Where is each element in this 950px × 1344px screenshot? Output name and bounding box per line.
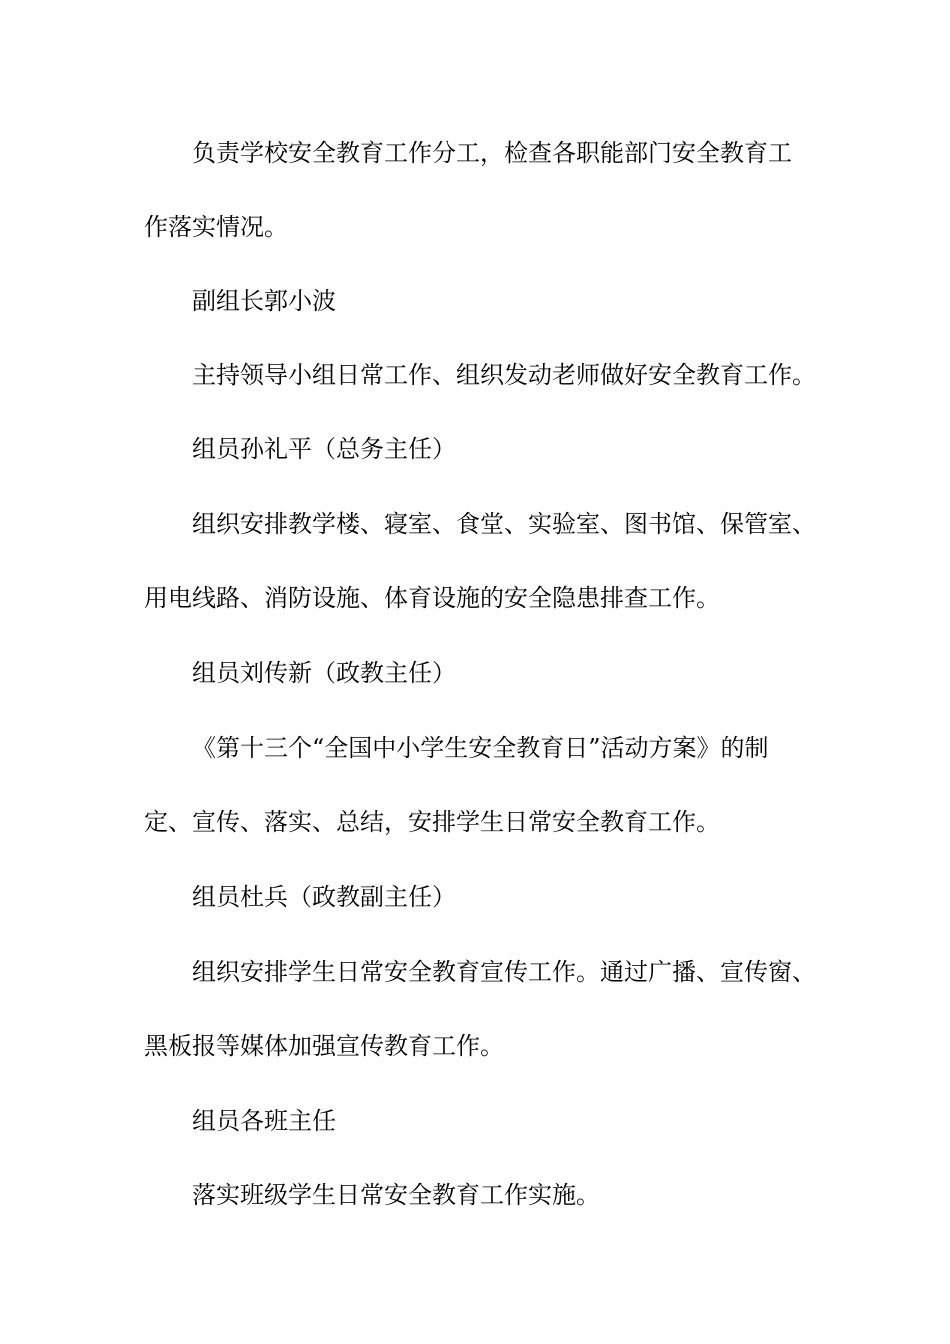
text-line: 作落实情况。 — [144, 213, 288, 241]
text-line: 组织安排学生日常安全教育宣传工作。通过广播、宣传窗、 — [192, 958, 816, 986]
paragraph-member-sun — [144, 412, 834, 486]
text-line: 组员刘传新（政教主任） — [192, 659, 456, 687]
text-line: 副组长郭小波 — [192, 287, 336, 315]
paragraph-deputy-leader — [144, 264, 834, 338]
text-line: 《第十三个“全国中小学生安全教育日”活动方案》的制 — [192, 734, 769, 762]
text-line: 黑板报等媒体加强宣传教育工作。 — [144, 1032, 504, 1060]
text-line: 组织安排教学楼、寝室、食堂、实验室、图书馆、保管室、 — [192, 510, 816, 538]
paragraph-deputy-duties — [144, 338, 834, 412]
paragraph-duties-principal — [144, 116, 834, 264]
paragraph-member-class-teachers — [144, 1084, 834, 1158]
paragraph-class-teachers-duties — [144, 1158, 834, 1232]
paragraph-member-liu — [144, 636, 834, 710]
text-line: 用电线路、消防设施、体育设施的安全隐患排查工作。 — [144, 584, 720, 612]
text-line: 定、宣传、落实、总结，安排学生日常安全教育工作。 — [144, 808, 720, 836]
paragraph-member-du — [144, 860, 834, 934]
paragraph-member-liu-duties — [144, 711, 834, 859]
text-line: 主持领导小组日常工作、组织发动老师做好安全教育工作。 — [192, 361, 816, 389]
paragraph-member-du-duties — [144, 935, 834, 1083]
text-line: 组员孙礼平（总务主任） — [192, 435, 456, 463]
paragraph-member-sun-duties — [144, 487, 834, 635]
text-line: 组员杜兵（政教副主任） — [192, 883, 456, 911]
text-line: 负责学校安全教育工作分工，检查各职能部门安全教育工 — [192, 139, 792, 167]
text-line: 组员各班主任 — [192, 1107, 336, 1135]
text-line: 落实班级学生日常安全教育工作实施。 — [192, 1181, 600, 1209]
